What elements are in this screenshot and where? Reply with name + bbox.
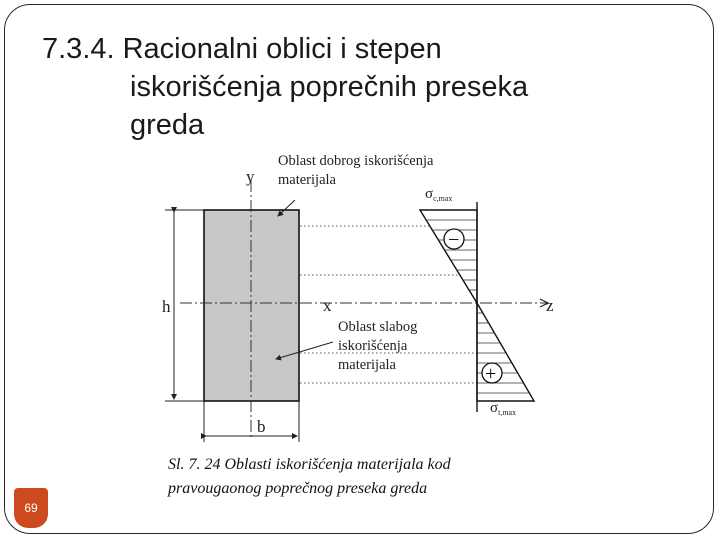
figure-caption — [168, 453, 588, 501]
title-line-1: 7.3.4. Racionalni oblici i stepen — [42, 33, 442, 65]
title-line-3: greda — [130, 109, 205, 141]
x-axis-label: x — [323, 296, 332, 315]
width-label: b — [257, 417, 266, 436]
slide-number-badge: 69 — [14, 488, 48, 528]
sigma-tension-label: $\sigma_{t,max}$ — [490, 400, 517, 417]
poor-region-label-line-2: iskorišćenja — [338, 338, 408, 354]
stress-distribution — [420, 202, 534, 412]
height-label: h — [162, 297, 171, 316]
height-dimension — [165, 210, 204, 401]
y-axis-label: y — [246, 167, 255, 186]
svg-text:−: − — [448, 229, 460, 251]
z-axis-label: z — [546, 296, 554, 315]
sigma-compression-label: $\sigma_{c,max}$ — [425, 186, 453, 203]
caption-line-1: Sl. 7. 24 Oblasti iskorišćenja materijala kod — [168, 456, 451, 473]
title-line-2: iskorišćenja poprečnih preseka — [130, 71, 529, 103]
beam-section-diagram — [150, 150, 570, 450]
svg-text:+: + — [485, 363, 497, 385]
poor-region-label-line-1: Oblast slabog — [338, 319, 418, 335]
caption-line-2: pravougaonog poprečnog preseka greda — [168, 480, 428, 497]
slide-title — [42, 30, 682, 144]
good-region-label-line-1: Oblast dobrog iskorišćenja — [278, 153, 434, 169]
poor-region-label-line-3: materijala — [338, 357, 396, 373]
good-region-label-line-2: materijala — [278, 172, 336, 188]
